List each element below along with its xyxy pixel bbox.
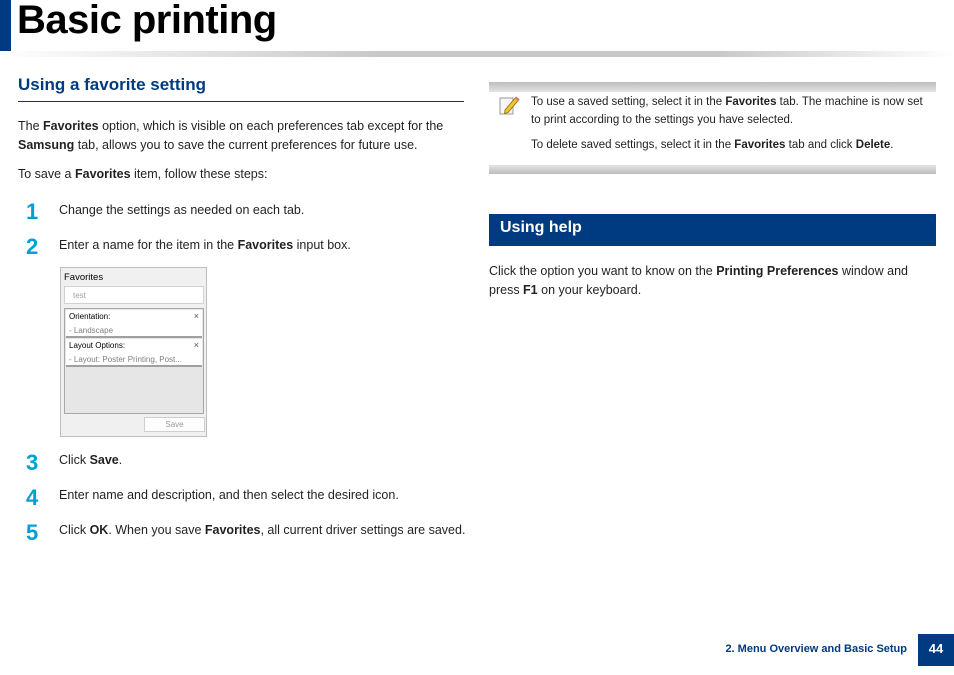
step-number-3: 3 [26,450,39,475]
favorites-dialog-title: Favorites [64,272,104,283]
step-text-1: Change the settings as needed on each tab. [59,203,305,217]
footer-chapter-link[interactable]: 2. Menu Overview and Basic Setup [725,643,907,655]
save-intro-paragraph: To save a Favorites item, follow these steps: [18,167,268,181]
step-text-3: Click Save. [59,453,123,467]
save-button[interactable]: Save [144,417,205,432]
step-number-2: 2 [26,234,39,259]
help-paragraph: Click the option you want to know on the Printing Preferences window and press F1 on your keyboard. [489,264,908,297]
list-item-value: - Layout: Poster Printing, Post... [69,355,182,364]
note-bottom-border [489,165,936,174]
list-item [66,310,202,338]
intro-paragraph: The Favorites option, which is visible on each preferences tab except for the Samsung tab, allows you to save the current preferences for future use. [18,119,444,152]
step-text-2: Enter a name for the item in the Favorites input box. [59,238,351,252]
list-item [66,339,202,367]
close-icon[interactable]: × [193,340,199,350]
page-title: Basic printing [17,0,277,42]
section-heading-favorite: Using a favorite setting [18,75,206,94]
step-number-5: 5 [26,520,39,545]
step-number-4: 4 [26,485,39,510]
favorites-dialog [60,267,207,437]
step-text-4: Enter name and description, and then select the desired icon. [59,488,399,502]
list-item-label: Orientation: [69,312,111,321]
favorites-settings-list [64,308,204,414]
note-paragraph-use: To use a saved setting, select it in the Favorites tab. The machine is now set to print according to the settings you have selected. [531,96,923,126]
page-number: 44 [918,634,954,666]
title-accent-bar [0,0,11,52]
section-heading-help: Using help [500,219,582,236]
favorites-name-input[interactable]: test [64,286,204,304]
section-divider [18,101,464,102]
step-text-5: Click OK. When you save Favorites, all current driver settings are saved. [59,523,466,537]
step-number-1: 1 [26,199,39,224]
close-icon[interactable]: × [193,311,199,321]
note-top-border [489,82,936,92]
section-heading-bar-help [489,214,936,246]
note-pencil-icon [497,94,521,118]
list-item-value: - Landscape [69,326,114,335]
list-item-label: Layout Options: [69,341,126,350]
note-paragraph-delete: To delete saved settings, select it in the Favorites tab and click Delete. [531,139,894,151]
title-divider [0,51,954,57]
